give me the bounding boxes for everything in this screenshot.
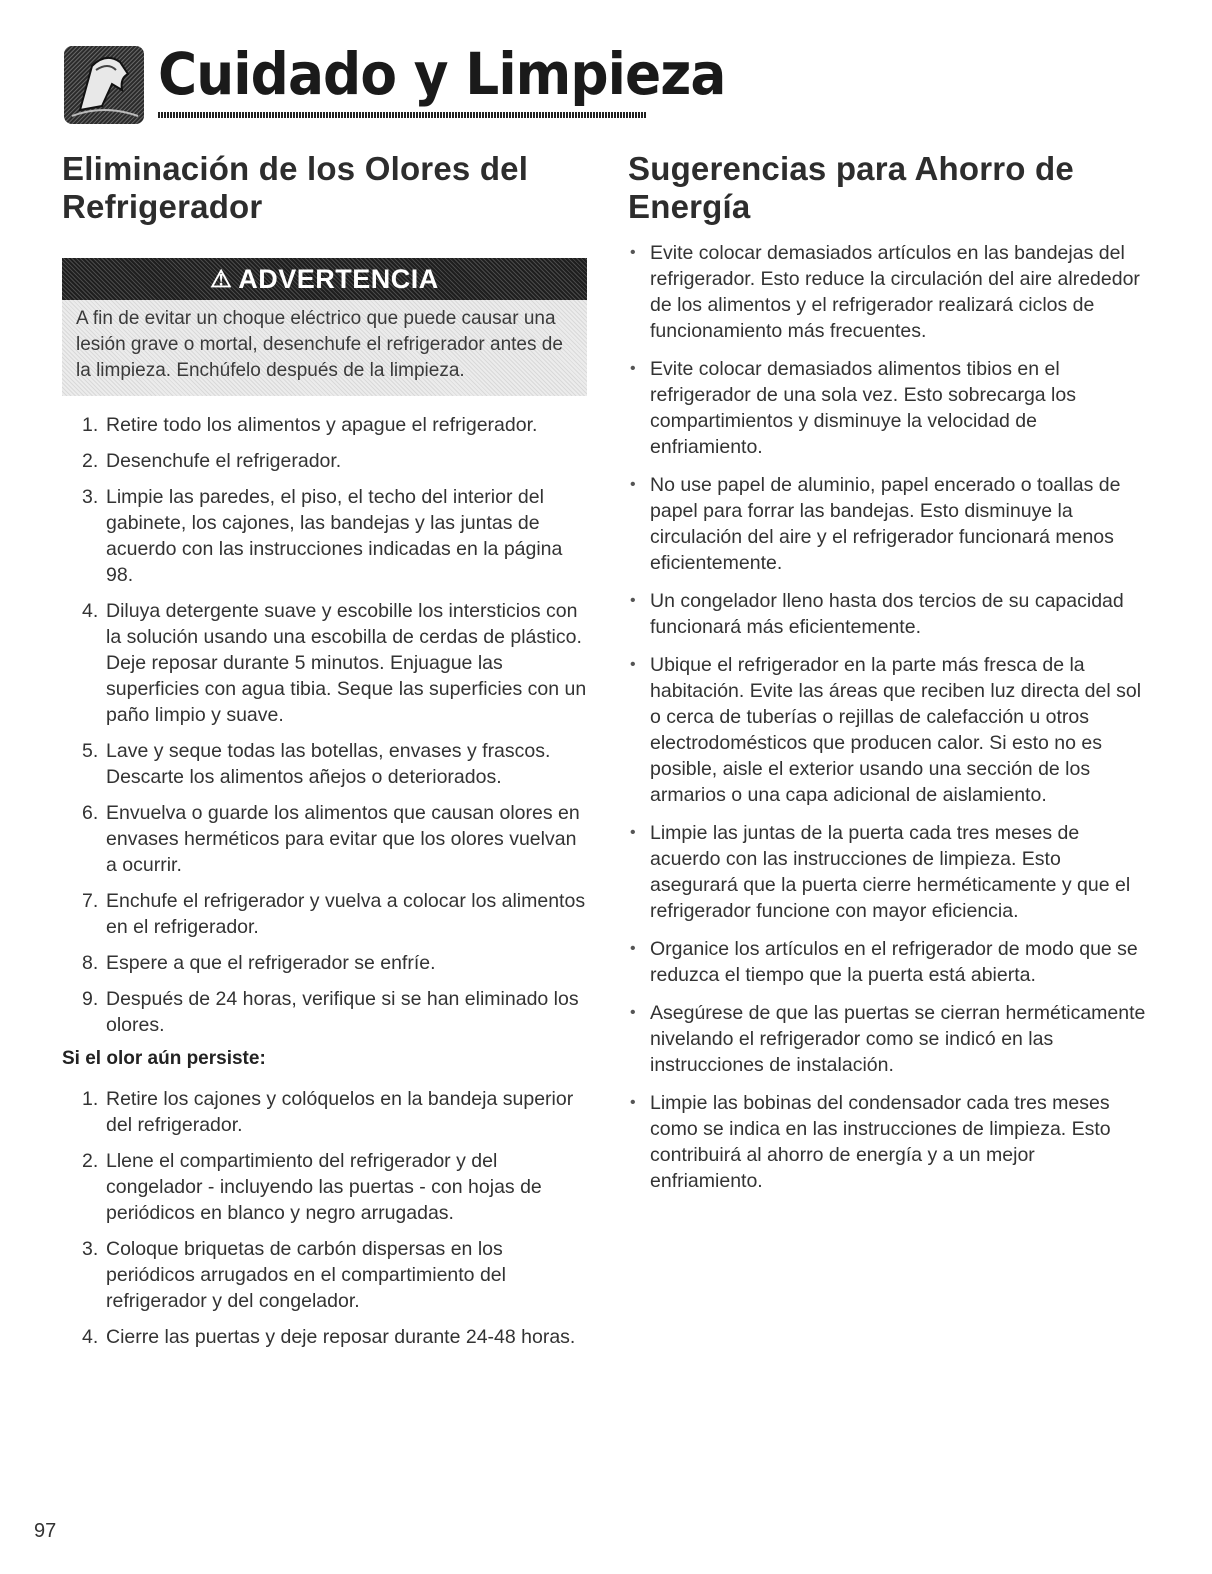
list-item: • No use papel de aluminio, papel encerado o toallas de papel para forrar las bandejas. Esto disminuye la circulación del aire y el refrigerador funcionará menos eficientemente. [630,474,1121,574]
list-item: 2. Llene el compartimiento del refrigerador y del congelador - incluyendo las puertas - con hojas de periódicos en blanco y negro arrugadas. [82,1150,542,1224]
list-item: 2. Desenchufe el refrigerador. [82,450,342,472]
bullet-icon: • [630,940,636,957]
cleaning-cloth-icon [62,44,146,126]
right-column [628,150,1148,1206]
bullet-icon: • [630,360,636,377]
list-item: • Limpie las bobinas del condensador cada tres meses como se indica en las instrucciones de limpieza. Esto contribuirá al ahorro de energía y a un mejor enfriamiento. [630,1092,1111,1192]
left-column [62,150,587,1360]
bullet-icon: • [630,824,636,841]
persist-subhead: Si el olor aún persiste: [62,1048,266,1069]
warning-header [62,258,587,300]
page-number: 97 [34,1520,57,1542]
bullet-icon: • [630,656,636,673]
bullet-icon: • [630,244,636,261]
odor-steps-list [62,412,587,1038]
list-item: • Evite colocar demasiados artículos en las bandejas del refrigerador. Esto reduce la circulación del aire alrededor de los alimentos y el refrigerador realizará ciclos de funcionamiento más frecuentes. [630,242,1140,342]
list-item: 1. Retire todo los alimentos y apague el refrigerador. [82,414,538,436]
list-item: • Un congelador lleno hasta dos tercios de su capacidad funcionará más eficientemente. [630,590,1124,638]
list-item: 4. Cierre las puertas y deje reposar durante 24-48 horas. [82,1326,576,1348]
header-title: Cuidado y Limpieza [158,40,726,108]
list-item: 3. Coloque briquetas de carbón dispersas en los periódicos arrugados en el compartimiento del refrigerador y del congelador. [82,1238,506,1312]
list-item: 3. Limpie las paredes, el piso, el techo del interior del gabinete, los cajones, las bandejas y las juntas de acuerdo con las instrucciones indicadas en la página 98. [82,486,563,586]
bullet-icon: • [630,476,636,493]
list-item: • Ubique el refrigerador en la parte más fresca de la habitación. Evite las áreas que reciben luz directa del sol o cerca de tuberías o rejillas de calefacción u otros electrodomésticos que producen calor. Si esto no es posible, aisle el exterior usando una sección de los armarios o una capa adicional de aislamiento. [630,654,1142,806]
bullet-icon: • [630,592,636,609]
list-item: 8. Espere a que el refrigerador se enfríe. [82,952,436,974]
warning-heading: ADVERTENCIA [238,263,439,294]
list-item: 4. Diluya detergente suave y escobille los intersticios con la solución usando una escobilla de cerdas de plástico. Deje reposar durante 5 minutos. Enjuague las superficies con agua tibia. Seque las superficies con un paño limpio y suave. [82,600,587,726]
list-item: 1. Retire los cajones y colóquelos en la bandeja superior del refrigerador. [82,1088,574,1136]
persist-steps-list [62,1086,587,1350]
header-rule [158,112,646,118]
list-item: 5. Lave y seque todas las botellas, envases y frascos. Descarte los alimentos añejos o deteriorados. [82,740,551,788]
warning-triangle-icon: ⚠ [210,265,233,293]
odor-section-title: Eliminación de los Olores del Refrigerador [62,150,529,225]
list-item: 6. Envuelva o guarde los alimentos que causan olores en envases herméticos para evitar que los olores vuelvan a ocurrir. [82,802,580,876]
list-item: • Limpie las juntas de la puerta cada tres meses de acuerdo con las instrucciones de limpieza. Esto asegurará que la puerta cierre herméticamente y que el refrigerador funcione con mayor eficiencia. [630,822,1131,922]
page-header [62,36,726,136]
bullet-icon: • [630,1004,636,1021]
list-item: 9. Después de 24 horas, verifique si se han eliminado los olores. [82,988,579,1036]
bullet-icon: • [630,1094,636,1111]
list-item: • Asegúrese de que las puertas se cierran herméticamente nivelando el refrigerador como se indicó en las instrucciones de instalación. [630,1002,1146,1076]
list-item: • Evite colocar demasiados alimentos tibios en el refrigerador de una sola vez. Esto sobrecarga los compartimientos y disminuye la velocidad de enfriamiento. [630,358,1076,458]
energy-section-title: Sugerencias para Ahorro de Energía [628,150,1074,225]
list-item: • Organice los artículos en el refrigerador de modo que se reduzca el tiempo que la puerta está abierta. [630,938,1138,986]
warning-box [62,258,587,396]
list-item: 7. Enchufe el refrigerador y vuelva a colocar los alimentos en el refrigerador. [82,890,586,938]
energy-tips-list [628,240,1148,1194]
warning-text: A fin de evitar un choque eléctrico que puede causar una lesión grave o mortal, desenchufe el refrigerador antes de la limpieza. Enchúfelo después de la limpieza. [76,308,563,381]
